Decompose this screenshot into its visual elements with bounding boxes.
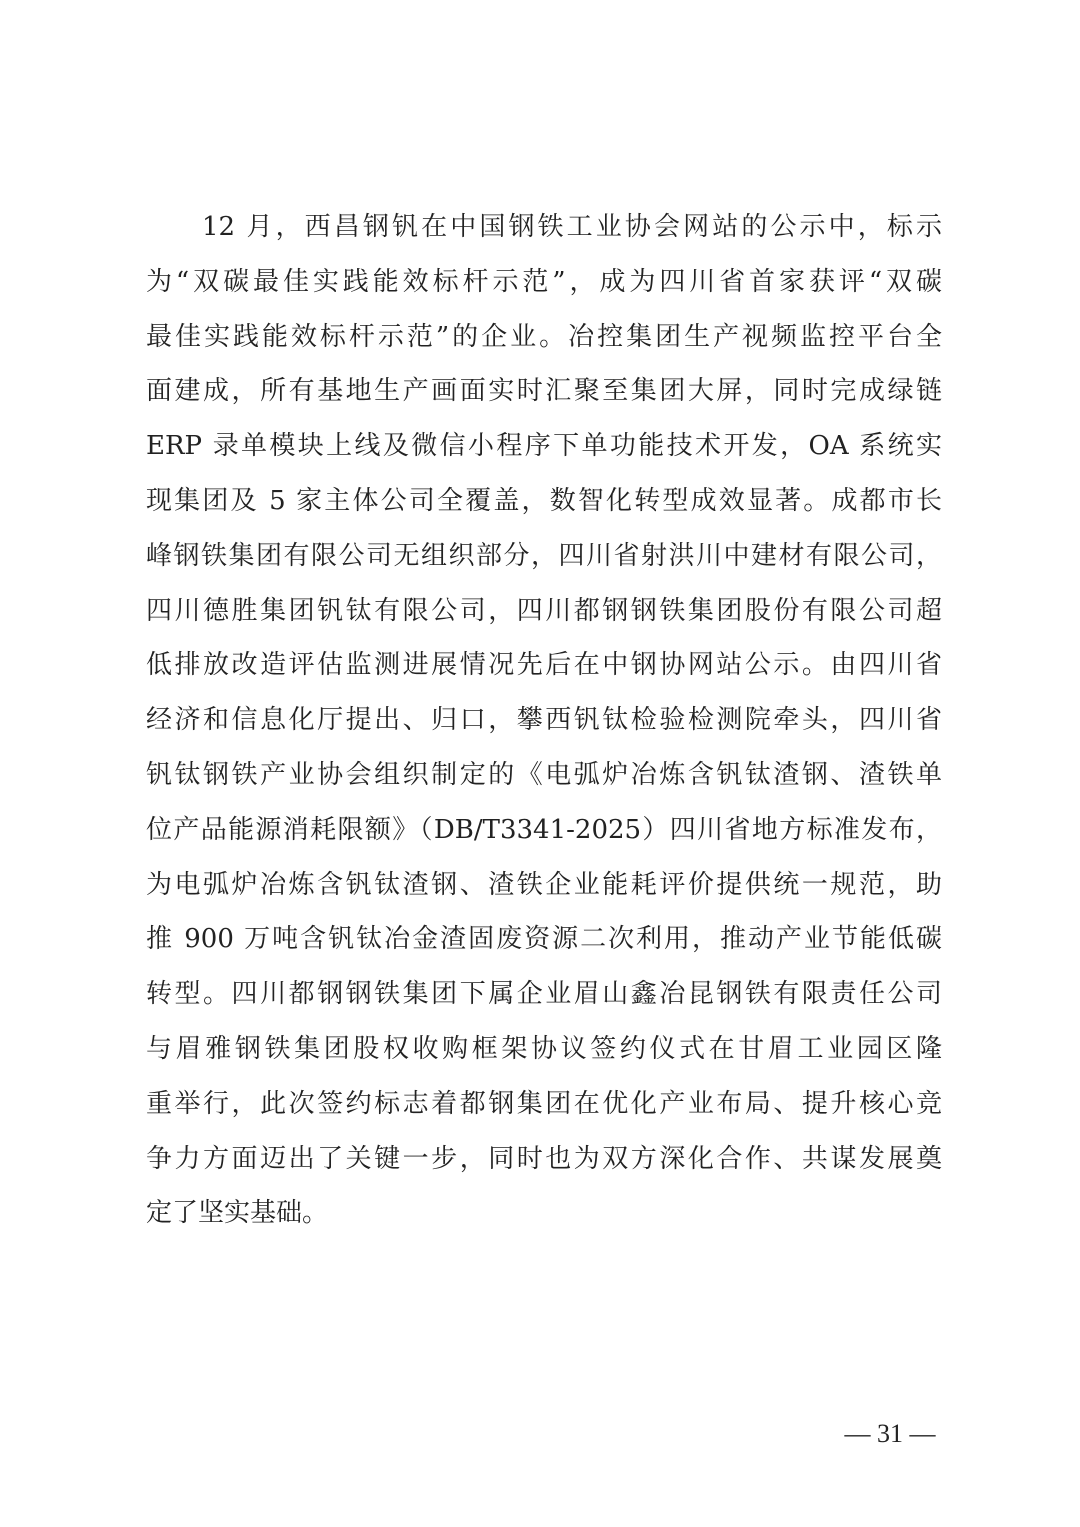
- paragraph-line-10: 经济和信息化厅提出、归口，攀西钒钛检验检测院牵头，四川省: [146, 705, 942, 736]
- paragraph-line-15: 转型。四川都钢钢铁集团下属企业眉山鑫冶昆钢铁有限责任公司: [146, 979, 942, 1010]
- paragraph-line-17: 重举行，此次签约标志着都钢集团在优化产业布局、提升核心竞: [146, 1088, 942, 1119]
- paragraph-line-19: 定了坚实基础。: [146, 1198, 329, 1229]
- paragraph-line-2: 为“双碳最佳实践能效标杆示范”，成为四川省首家获评“双碳: [146, 266, 942, 297]
- paragraph-line-3: 最佳实践能效标杆示范”的企业。冶控集团生产视频监控平台全: [146, 321, 942, 352]
- body-paragraph: [146, 200, 942, 1241]
- paragraph-line-9: 低排放改造评估监测进展情况先后在中钢协网站公示。由四川省: [146, 650, 942, 681]
- paragraph-line-8: 四川德胜集团钒钛有限公司，四川都钢钢铁集团股份有限公司超: [146, 595, 942, 626]
- paragraph-line-11: 钒钛钢铁产业协会组织制定的《电弧炉冶炼含钒钛渣钢、渣铁单: [146, 759, 942, 790]
- paragraph-line-5: ERP 录单模块上线及微信小程序下单功能技术开发，OA 系统实: [146, 431, 942, 462]
- paragraph-line-4: 面建成，所有基地生产画面实时汇聚至集团大屏，同时完成绿链: [146, 376, 942, 407]
- paragraph-line-14: 推 900 万吨含钒钛冶金渣固废资源二次利用，推动产业节能低碳: [146, 924, 942, 955]
- paragraph-line-16: 与眉雅钢铁集团股权收购框架协议签约仪式在甘眉工业园区隆: [146, 1033, 942, 1064]
- paragraph-line-1: 12 月，西昌钢钒在中国钢铁工业协会网站的公示中，标示: [202, 212, 942, 242]
- paragraph-line-18: 争力方面迈出了关键一步，同时也为双方深化合作、共谋发展奠: [146, 1143, 942, 1174]
- paragraph-line-12: 位产品能源消耗限额》（DB/T3341-2025）四川省地方标准发布，: [146, 814, 942, 845]
- paragraph-line-7: 峰钢铁集团有限公司无组织部分，四川省射洪川中建材有限公司，: [146, 540, 942, 571]
- paragraph-line-13: 为电弧炉冶炼含钒钛渣钢、渣铁企业能耗评价提供统一规范，助: [146, 869, 942, 900]
- page-number: — 31 —: [844, 1419, 936, 1448]
- paragraph-line-6: 现集团及 5 家主体公司全覆盖，数智化转型成效显著。成都市长: [146, 485, 942, 516]
